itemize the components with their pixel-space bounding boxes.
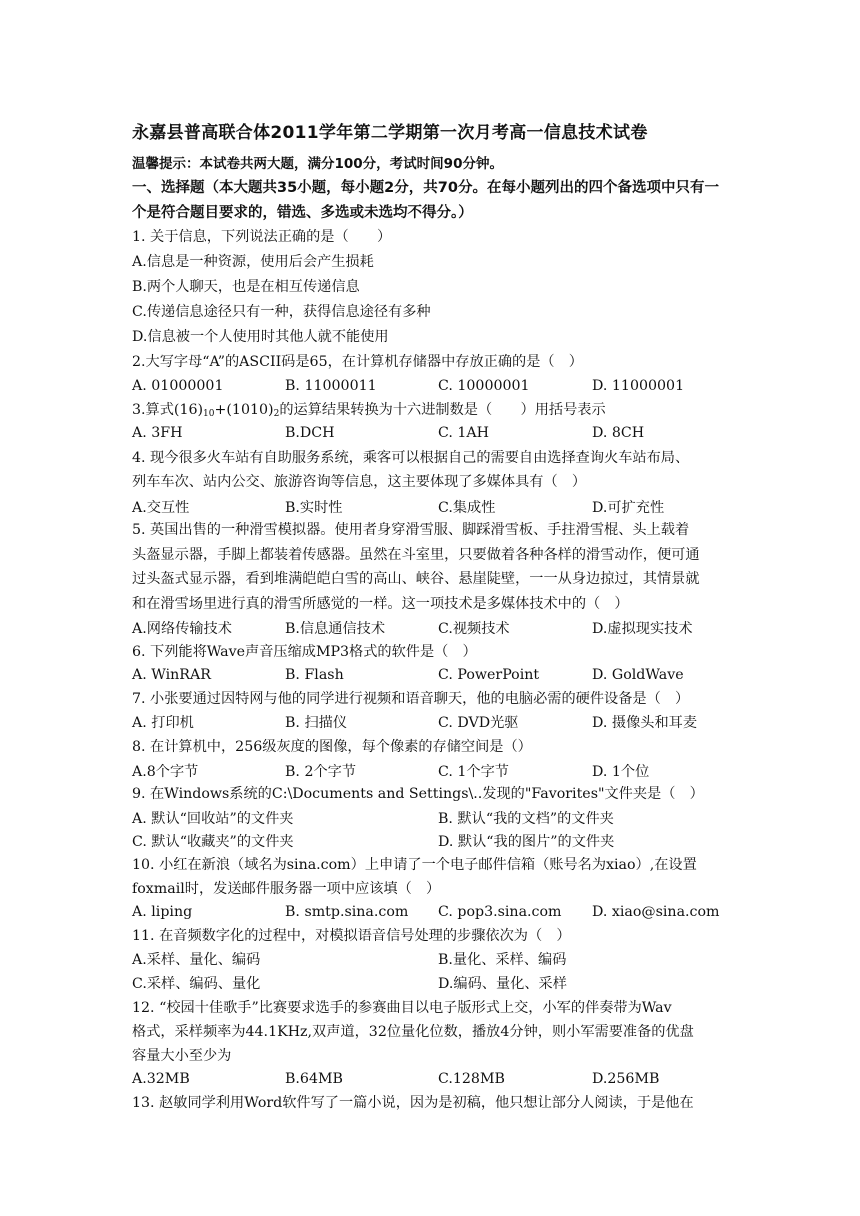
question-12-stem-line-3: 容量大小至少为 — [132, 1048, 232, 1064]
question-4-option-c: C.集成性 — [438, 500, 496, 516]
question-10-stem-line-2: foxmail时，发送邮件服务器一项中应该填（ ） — [132, 881, 441, 897]
question-7-option-a: A. 打印机 — [132, 715, 194, 731]
question-8-option-d: D. 1个位 — [592, 764, 650, 780]
question-5-option-d: D.虚拟现实技术 — [592, 621, 693, 637]
question-9-stem: 9. 在Windows系统的C:\Documents and Settings\..发现的"Favorites"文件夹是（ ） — [132, 786, 704, 802]
question-3-option-c: C. 1AH — [438, 425, 490, 441]
question-10-option-a: A. liping — [132, 904, 193, 920]
question-6-option-c: C. PowerPoint — [438, 667, 540, 683]
question-5-option-b: B.信息通信技术 — [285, 621, 386, 637]
question-4-stem-line-2: 列车车次、站内公交、旅游咨询等信息，这主要体现了多媒体具有（ ） — [132, 474, 587, 490]
question-12-option-d: D.256MB — [592, 1071, 660, 1087]
question-9-option-c: C. 默认“收藏夹”的文件夹 — [132, 834, 294, 850]
question-12-option-a: A.32MB — [132, 1071, 190, 1087]
question-2-option-d: D. 11000001 — [592, 378, 685, 394]
question-1-option-d: D.信息被一个人使用时其他人就不能使用 — [132, 329, 389, 345]
question-5-option-a: A.网络传输技术 — [132, 621, 232, 637]
question-12-stem-line-1: 12. “校园十佳歌手”比赛要求选手的参赛曲目以电子版形式上交，小军的伴奏带为Wav — [132, 1000, 672, 1016]
question-12-option-c: C.128MB — [438, 1071, 505, 1087]
question-1-option-a: A.信息是一种资源，使用后会产生损耗 — [132, 254, 374, 270]
question-8-stem: 8. 在计算机中，256级灰度的图像，每个像素的存储空间是（） — [132, 739, 532, 755]
question-11-option-b: B.量化、采样、编码 — [438, 952, 567, 968]
question-2-option-b: B. 11000011 — [285, 378, 377, 394]
question-11-stem: 11. 在音频数字化的过程中，对模拟语音信号处理的步骤依次为（ ） — [132, 928, 571, 944]
question-5-stem-line-3: 过头盔式显示器，看到堆满皑皑白雪的高山、峡谷、悬崖陡壁，一一从身边掠过，其情景就 — [132, 571, 700, 587]
question-3-stem: 3.算式$(16)_{10}+(1010)_2$的运算结果转换为十六进制数是（ ）用括号表示 — [132, 402, 606, 419]
question-3-option-a: A. 3FH — [132, 425, 183, 441]
question-11-option-c: C.采样、编码、量化 — [132, 976, 261, 992]
question-4-option-b: B.实时性 — [285, 500, 343, 516]
exam-notice: 温馨提示：本试卷共两大题，满分100分，考试时间90分钟。 — [132, 156, 503, 172]
question-1-option-b: B.两个人聊天，也是在相互传递信息 — [132, 279, 360, 295]
question-9-option-d: D. 默认“我的图片”的文件夹 — [438, 834, 615, 850]
question-10-option-b: B. smtp.sina.com — [285, 904, 409, 920]
question-12-stem-line-2: 格式，采样频率为44.1KHz,双声道，32位量化位数，播放4分钟，则小军需要准备的优盘 — [132, 1024, 694, 1040]
question-3-option-b: B.DCH — [285, 425, 335, 441]
question-1-stem: 1. 关于信息，下列说法正确的是（ ） — [132, 229, 392, 245]
question-7-option-c: C. DVD光驱 — [438, 715, 519, 731]
question-2-stem: 2.大写字母“A”的ASCII码是65，在计算机存储器中存放正确的是（ ） — [132, 354, 583, 370]
question-6-option-d: D. GoldWave — [592, 667, 684, 683]
question-11-option-d: D.编码、量化、采样 — [438, 976, 567, 992]
question-3-option-d: D. 8CH — [592, 425, 645, 441]
question-8-option-b: B. 2个字节 — [285, 764, 357, 780]
question-6-option-b: B. Flash — [285, 667, 344, 683]
question-12-option-b: B.64MB — [285, 1071, 343, 1087]
question-7-option-d: D. 摄像头和耳麦 — [592, 715, 698, 731]
question-9-option-b: B. 默认“我的文档”的文件夹 — [438, 811, 614, 827]
question-8-option-a: A.8个字节 — [132, 764, 199, 780]
question-10-stem-line-1: 10. 小红在新浪（域名为sina.com）上申请了一个电子邮件信箱（账号名为xiao）,在设置 — [132, 857, 697, 873]
question-9-option-a: A. 默认“回收站”的文件夹 — [132, 811, 294, 827]
question-11-option-a: A.采样、量化、编码 — [132, 952, 261, 968]
question-5-stem-line-2: 头盔显示器，手脚上都装着传感器。虽然在斗室里，只要做着各种各样的滑雪动作，便可通 — [132, 547, 700, 563]
question-2-option-c: C. 10000001 — [438, 378, 530, 394]
section-heading: 一、选择题（本大题共35小题，每小题2分，共70分。在每小题列出的四个备选项中只有一个是符合题目要求的，错选、多选或未选均不得分。） — [132, 180, 719, 221]
question-6-stem: 6. 下列能将Wave声音压缩成MP3格式的软件是（ ） — [132, 644, 477, 660]
exam-title: 永嘉县普高联合体2011学年第二学期第一次月考高一信息技术试卷 — [132, 123, 648, 143]
question-10-option-d: D. xiao@sina.com — [592, 904, 720, 920]
question-8-option-c: C. 1个字节 — [438, 764, 509, 780]
question-5-stem-line-1: 5. 英国出售的一种滑雪模拟器。使用者身穿滑雪服、脚踩滑雪板、手拄滑雪棍、头上载着 — [132, 522, 690, 538]
question-4-option-d: D.可扩充性 — [592, 500, 665, 516]
question-7-option-b: B. 扫描仪 — [285, 715, 348, 731]
question-7-stem: 7. 小张要通过因特网与他的同学进行视频和语音聊天，他的电脑必需的硬件设备是（ ） — [132, 691, 690, 707]
question-5-option-c: C.视频技术 — [438, 621, 510, 637]
question-4-option-a: A.交互性 — [132, 500, 190, 516]
question-2-option-a: A. 01000001 — [132, 378, 224, 394]
question-10-option-c: C. pop3.sina.com — [438, 904, 562, 920]
question-4-stem-line-1: 4. 现今很多火车站有自助服务系统，乘客可以根据自己的需要自由选择查询火车站布局、 — [132, 450, 690, 466]
question-1-option-c: C.传递信息途径只有一种，获得信息途径有多种 — [132, 304, 431, 320]
question-5-stem-line-4: 和在滑雪场里进行真的滑雪所感觉的一样。这一项技术是多媒体技术中的（ ） — [132, 596, 629, 612]
question-6-option-a: A. WinRAR — [132, 667, 211, 683]
question-13-stem: 13. 赵敏同学利用Word软件写了一篇小说，因为是初稿，他只想让部分人阅读，于是他在 — [132, 1095, 694, 1111]
